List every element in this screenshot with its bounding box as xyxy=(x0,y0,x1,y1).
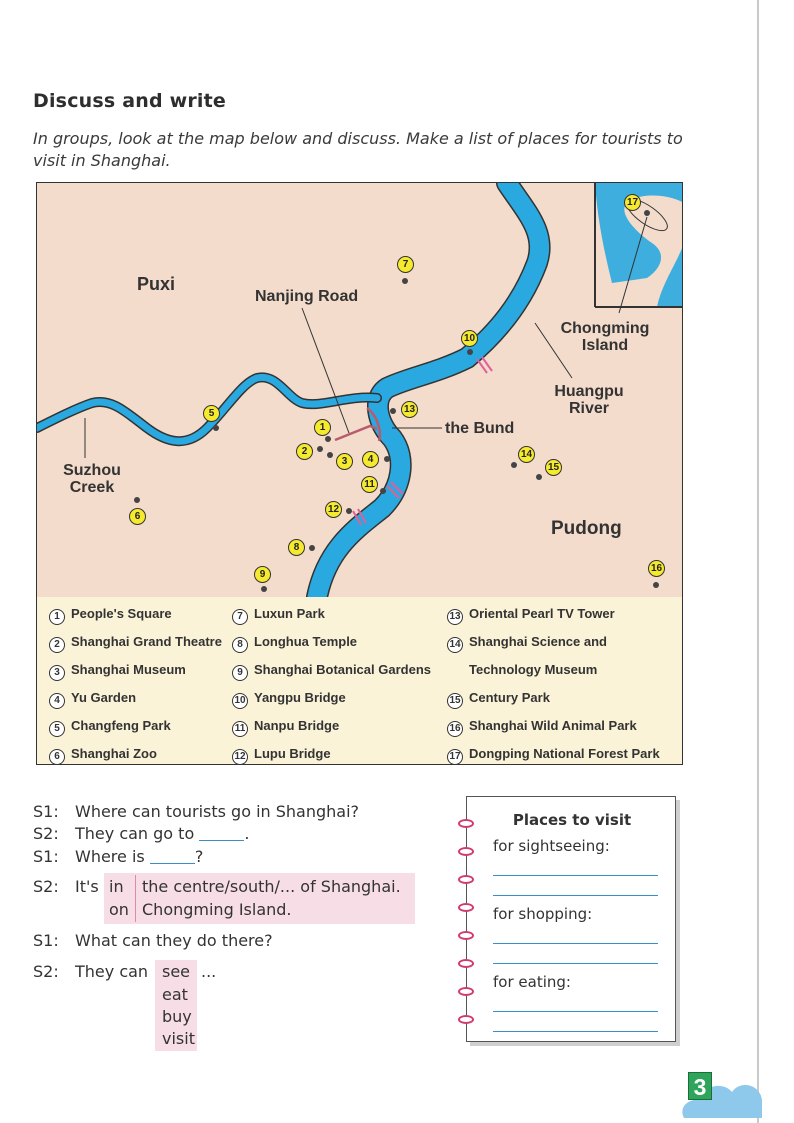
map-dot-5 xyxy=(213,425,219,431)
legend-item xyxy=(49,633,222,653)
fill-blank[interactable] xyxy=(150,847,195,864)
chongming-line2: Island xyxy=(581,337,629,354)
legend-item xyxy=(447,633,607,653)
map-dot-1 xyxy=(325,436,331,442)
map-dot-16 xyxy=(653,582,659,588)
spiral-ring xyxy=(458,847,474,856)
options-divider xyxy=(135,875,136,922)
page-edge xyxy=(757,0,759,1123)
legend-number: 1 xyxy=(49,609,65,625)
map-label-nanjing-road: Nanjing Road xyxy=(255,288,359,305)
line-text: They can xyxy=(75,962,149,981)
location-phrase-2: Chongming Island. xyxy=(142,900,292,919)
map-marker-14: 14 xyxy=(518,446,535,463)
legend-name: Shanghai Grand Theatre xyxy=(71,634,222,649)
section-heading: Discuss and write xyxy=(33,90,226,112)
map-dot-17 xyxy=(644,210,650,216)
legend-item xyxy=(49,745,157,765)
write-line[interactable] xyxy=(493,1031,658,1032)
line-text: Where can tourists go in Shanghai? xyxy=(75,802,360,821)
write-line[interactable] xyxy=(493,963,658,964)
map-dot-14 xyxy=(511,462,517,468)
legend-number: 12 xyxy=(232,749,248,765)
shanghai-map xyxy=(36,182,683,765)
verb-buy: buy xyxy=(162,1007,192,1026)
map-marker-4: 4 xyxy=(362,451,379,468)
sightseeing-label: for sightseeing: xyxy=(493,837,610,855)
map-marker-7: 7 xyxy=(397,256,414,273)
legend-item xyxy=(447,689,550,709)
map-legend xyxy=(37,597,682,764)
legend-item-continued xyxy=(447,661,597,679)
write-line[interactable] xyxy=(493,943,658,944)
legend-name: Luxun Park xyxy=(254,606,325,621)
fill-blank[interactable] xyxy=(199,824,244,841)
preposition-on: on xyxy=(109,900,129,919)
speaker: S1: xyxy=(33,931,59,950)
suzhou-line1: Suzhou xyxy=(63,462,121,479)
dialogue-line-6 xyxy=(33,961,148,983)
dialogue-line-4-speaker xyxy=(33,876,99,898)
legend-name: Dongping National Forest Park xyxy=(469,746,660,761)
suzhou-line2: Creek xyxy=(69,479,115,496)
map-dot-13 xyxy=(390,408,396,414)
legend-item xyxy=(232,717,339,737)
verb-eat: eat xyxy=(162,985,188,1004)
map-dot-11 xyxy=(380,488,386,494)
map-marker-2: 2 xyxy=(296,443,313,460)
legend-item xyxy=(232,745,331,765)
eating-label: for eating: xyxy=(493,973,571,991)
map-marker-13: 13 xyxy=(401,401,418,418)
dialogue-line-2 xyxy=(33,823,249,845)
punctuation: . xyxy=(244,824,250,843)
speaker: S2: xyxy=(33,962,59,981)
map-dot-4 xyxy=(384,456,390,462)
map-label-pudong: Pudong xyxy=(551,518,622,539)
write-line[interactable] xyxy=(493,1011,658,1012)
legend-name: Shanghai Wild Animal Park xyxy=(469,718,637,733)
legend-name: Yangpu Bridge xyxy=(254,690,346,705)
legend-number: 14 xyxy=(447,637,463,653)
legend-number: 2 xyxy=(49,637,65,653)
map-dot-8 xyxy=(309,545,315,551)
speaker: S1: xyxy=(33,847,59,866)
speaker: S2: xyxy=(33,877,59,896)
legend-number: 4 xyxy=(49,693,65,709)
map-label-suzhou-creek xyxy=(51,462,133,496)
legend-name: Technology Museum xyxy=(469,662,598,677)
legend-item xyxy=(49,605,172,625)
legend-number: 3 xyxy=(49,665,65,681)
legend-name: Shanghai Zoo xyxy=(71,746,157,761)
chongming-line1: Chongming xyxy=(560,320,650,337)
legend-name: Changfeng Park xyxy=(71,718,171,733)
preposition-in: in xyxy=(109,877,124,896)
legend-number: 5 xyxy=(49,721,65,737)
legend-name: Longhua Temple xyxy=(254,634,358,649)
write-line[interactable] xyxy=(493,875,658,876)
map-marker-1: 1 xyxy=(314,419,331,436)
legend-name: People's Square xyxy=(71,606,172,621)
map-dot-12 xyxy=(346,508,352,514)
shopping-label: for shopping: xyxy=(493,905,593,923)
map-label-puxi: Puxi xyxy=(137,274,176,294)
legend-item xyxy=(232,689,346,709)
legend-name: Lupu Bridge xyxy=(254,746,331,761)
legend-item xyxy=(232,661,431,681)
map-marker-8: 8 xyxy=(288,539,305,556)
map-dot-9 xyxy=(261,586,267,592)
legend-name: Century Park xyxy=(469,690,550,705)
map-marker-15: 15 xyxy=(545,459,562,476)
speaker: S1: xyxy=(33,802,59,821)
legend-item xyxy=(447,717,637,737)
line-text: What can they do there? xyxy=(75,931,273,950)
location-phrase-1: the centre/south/... of Shanghai. xyxy=(142,877,401,896)
dialogue-line-1 xyxy=(33,801,359,823)
speaker: S2: xyxy=(33,824,59,843)
line-text: It's xyxy=(75,877,99,896)
map-dot-15 xyxy=(536,474,542,480)
notebook-title: Places to visit xyxy=(512,811,632,829)
map-marker-17: 17 xyxy=(624,194,641,211)
map-marker-6: 6 xyxy=(129,508,146,525)
legend-item xyxy=(447,745,660,765)
legend-item xyxy=(232,633,357,653)
dialogue-line-5 xyxy=(33,930,273,952)
spiral-ring xyxy=(458,903,474,912)
map-marker-12: 12 xyxy=(325,501,342,518)
legend-name: Shanghai Museum xyxy=(71,662,186,677)
map-dot-10 xyxy=(467,349,473,355)
spiral-ring xyxy=(458,931,474,940)
huangpu-line1: Huangpu xyxy=(554,383,624,400)
map-label-chongming-island xyxy=(555,320,655,354)
verb-visit: visit xyxy=(162,1029,195,1048)
huangpu-line2: River xyxy=(568,400,610,417)
legend-name: Yu Garden xyxy=(71,690,137,705)
map-marker-11: 11 xyxy=(361,476,378,493)
line-text: They can go to xyxy=(75,824,195,843)
map-marker-16: 16 xyxy=(648,560,665,577)
map-marker-9: 9 xyxy=(254,566,271,583)
legend-item xyxy=(49,717,171,737)
map-dot-7 xyxy=(402,278,408,284)
map-label-huangpu-river xyxy=(539,383,639,417)
legend-number: 6 xyxy=(49,749,65,765)
spiral-ring xyxy=(458,959,474,968)
legend-number: 10 xyxy=(232,693,248,709)
legend-item xyxy=(232,605,325,625)
legend-number: 8 xyxy=(232,637,248,653)
map-dot-3 xyxy=(327,452,333,458)
legend-name: Nanpu Bridge xyxy=(254,718,340,733)
dialogue-line-3 xyxy=(33,846,203,868)
legend-number: 7 xyxy=(232,609,248,625)
map-dot-6 xyxy=(134,497,140,503)
legend-number: 9 xyxy=(232,665,248,681)
map-dot-2 xyxy=(317,446,323,452)
punctuation: ? xyxy=(194,847,204,866)
map-marker-5: 5 xyxy=(203,405,220,422)
spiral-ring xyxy=(458,875,474,884)
verb-see: see xyxy=(162,962,191,981)
legend-number: 15 xyxy=(447,693,463,709)
legend-item xyxy=(49,661,186,681)
legend-item xyxy=(447,605,615,625)
legend-number: 17 xyxy=(447,749,463,765)
map-marker-10: 10 xyxy=(461,330,478,347)
page-number: 3 xyxy=(688,1072,712,1100)
map-marker-3: 3 xyxy=(336,453,353,470)
legend-name: Shanghai Science and xyxy=(469,634,607,649)
legend-number: 13 xyxy=(447,609,463,625)
instruction-text: In groups, look at the map below and discuss. Make a list of places for tourists to visit in Shanghai. xyxy=(33,129,683,170)
legend-number: 11 xyxy=(232,721,248,737)
spiral-ring xyxy=(458,987,474,996)
legend-number: 16 xyxy=(447,721,463,737)
legend-name: Shanghai Botanical Gardens xyxy=(254,662,431,677)
write-line[interactable] xyxy=(493,895,658,896)
map-label-the-bund: the Bund xyxy=(445,420,515,437)
legend-item xyxy=(49,689,136,709)
spiral-ring xyxy=(458,1015,474,1024)
legend-name: Oriental Pearl TV Tower xyxy=(469,606,615,621)
places-notebook xyxy=(466,796,676,1042)
line-text: Where is xyxy=(75,847,145,866)
ellipsis: ... xyxy=(201,962,217,981)
